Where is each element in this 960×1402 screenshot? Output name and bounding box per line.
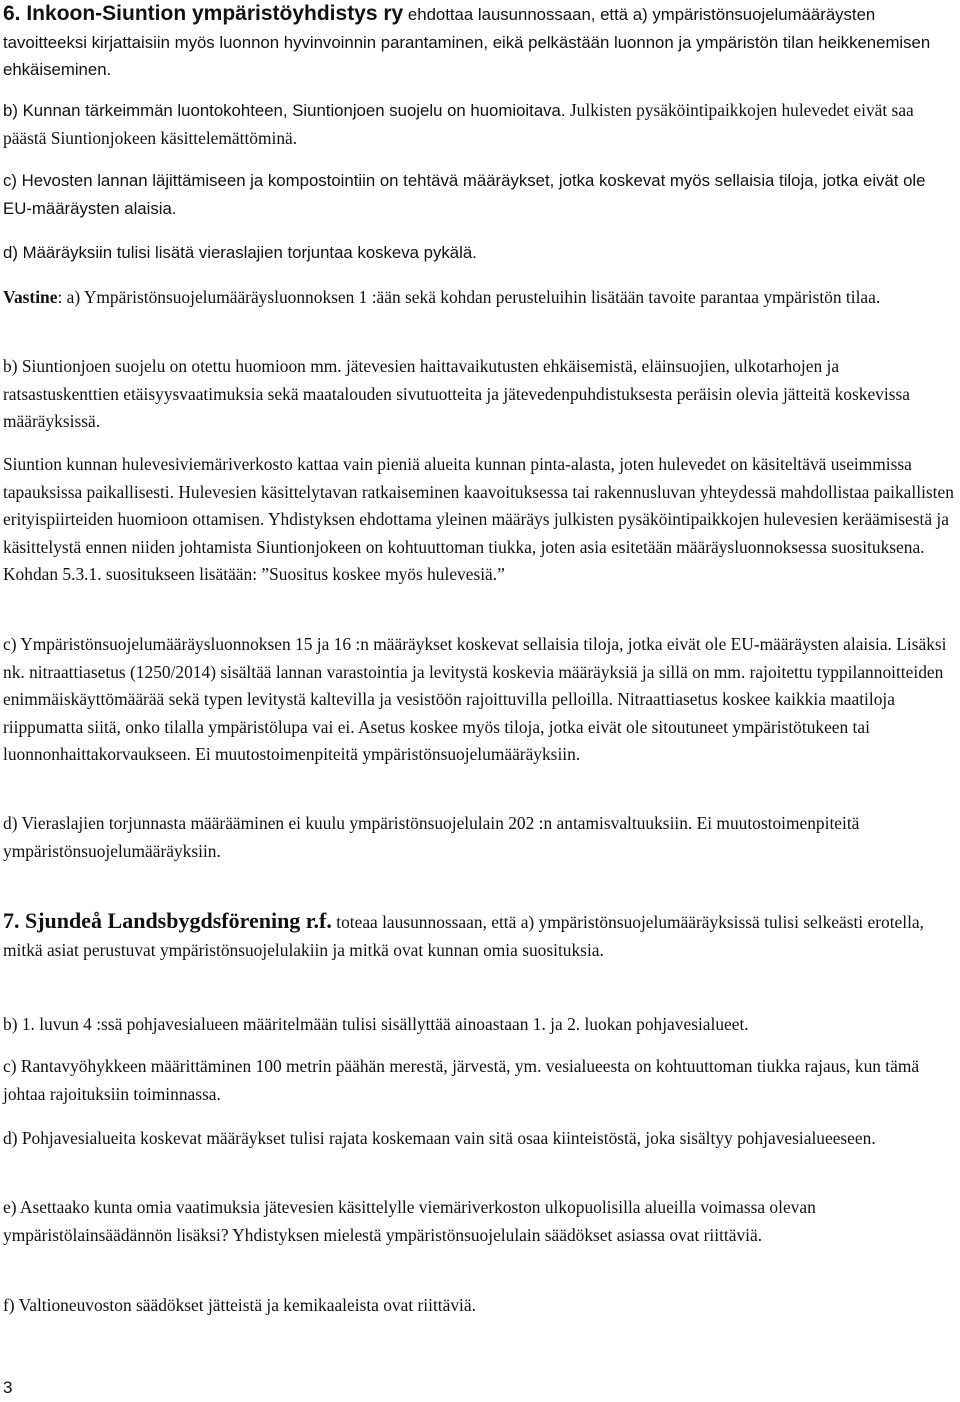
section7-b: b) 1. luvun 4 :ssä pohjavesialueen määritelmään tulisi sisällyttää ainoastaan 1. ja 2. luokan pohjavesialueet. xyxy=(3,1014,749,1034)
section7-e: e) Asettaako kunta omia vaatimuksia jätevesien käsittelylle viemäriverkoston ulkopuolisilla alueilla voimassa olevan ympäristölainsäädännön lisäksi? Yhdistyksen mielestä ympäristönsuojelulain säädökset asiassa ovat riittäviä. xyxy=(3,1197,816,1245)
section6-intro-paragraph xyxy=(3,0,955,84)
section6-b-serif: Julkisten pysäköintipaikkojen hulevedet eivät saa päästä Siuntionjokeen käsittelemättöminä. xyxy=(3,100,914,148)
section6-b-paragraph xyxy=(3,97,955,152)
vastine-a: : a) Ympäristönsuojelumääräysluonnoksen 1 :ään sekä kohdan perusteluihin lisätään tavoite parantaa ympäristön tilaa. xyxy=(57,287,881,307)
section6-c: c) Hevosten lannan läjittämiseen ja kompostointiin on tehtävä määräykset, jotka koskevat myös sellaisia tiloja, jotka eivät ole EU-määräysten alaisia. xyxy=(3,171,926,218)
vastine-b: b) Siuntionjoen suojelu on otettu huomioon mm. jätevesien haittavaikutusten ehkäisemistä, eläinsuojien, ulkotarhojen ja ratsastuskenttien etäisyysvaatimuksia sekä maatalouden sivutuotteita ja jätevedenpuhdistuksesta peräisin olevia jätteitä koskevissa määräyksissä. xyxy=(3,356,910,432)
siuntio-stormwater-paragraph: Siuntion kunnan hulevesiviemäriverkosto kattaa vain pieniä alueita kunnan pinta-alasta, joten hulevedet on käsiteltävä useimmissa tapauksissa paikallisesti. Hulevesien käsittelytavan ratkaiseminen kaavoituksessa tai rakennusluvan yhteydessä mahdollistaa paikallisten erityispiirteiden huomioon ottamisen. Yhdistyksen ehdottama yleinen määräys julkisten pysäköintipaikkojen hulevesien keräämisestä ja käsittelystä ennen niiden johtamista Siuntionjokeen on kohtuuttoman tiukka, joten asia esitetään määräysluonnoksessa suosituksena. Kohdan 5.3.1. suositukseen lisätään: ”Suositus koskee myös hulevesiä.” xyxy=(3,454,954,585)
section7-d: d) Pohjavesialueita koskevat määräykset tulisi rajata koskemaan vain sitä osaa kiinteistöstä, joka sisältyy pohjavesialueeseen. xyxy=(3,1128,876,1148)
section6-intro: ehdottaa lausunnossaan, että a) ympäristönsuojelumääräysten tavoitteeksi kirjattaisiin myös luonnon hyvinvoinnin parantaminen, eikä pelkästään luonnon ja ympäristön tilan heikkenemisen ehkäiseminen. xyxy=(3,5,931,80)
section6-d: d) Määräyksiin tulisi lisätä vieraslajien torjuntaa koskeva pykälä. xyxy=(3,243,477,262)
section6-b-sans: b) Kunnan tärkeimmän luontokohteen, Siuntionjoen suojelu on huomioitava. xyxy=(3,101,566,120)
vastine-a-paragraph xyxy=(3,284,955,312)
vastine-label: Vastine xyxy=(3,287,58,307)
section7-intro-paragraph xyxy=(3,907,955,964)
vastine-c: c) Ympäristönsuojelumääräysluonnoksen 15 ja 16 :n määräykset koskevat sellaisia tiloja, jotka eivät ole EU-määräysten alaisia. Lisäksi nk. nitraattiasetus (1250/2014) sisältää lannan varastointia ja levitystä koskevia määräyksiä ja sillä on mm. rajoitettu typpilannoitteiden enimmäiskäyttömäärää sekä typen levitystä kaltevilla ja vesistöön rajoittuvilla pelloilla. Nitraattiasetus koskee kaikkia maatiloja riippumatta siitä, onko tilalla ympäristölupa vai ei. Asetus koskee myös tiloja, jotka eivät ole sitoutuneet ympäristötukeen tai luonnonhaittakorvaukseen. Ei muutostoimenpiteitä ympäristönsuojelumääräyksiin. xyxy=(3,634,947,765)
section7-c: c) Rantavyöhykkeen määrittäminen 100 metrin päähän merestä, järvestä, ym. vesialueesta on kohtuuttoman tiukka rajaus, kun tämä johtaa rajoituksiin toiminnassa. xyxy=(3,1056,920,1104)
section6-heading: 6. Inkoon-Siuntion ympäristöyhdistys ry xyxy=(3,2,404,25)
section7-f: f) Valtioneuvoston säädökset jätteistä ja kemikaaleista ovat riittäviä. xyxy=(3,1295,476,1315)
section7-intro: toteaa lausunnossaan, että a) ympäristönsuojelumääräyksissä tulisi selkeästi erotella, mitkä asiat perustuvat ympäristönsuojelulakiin ja mitkä ovat kunnan omia suosituksia. xyxy=(3,912,924,960)
page-number: 3 xyxy=(3,1378,13,1397)
vastine-d: d) Vieraslajien torjunnasta määrääminen ei kuulu ympäristönsuojelulain 202 :n antamisvaltuuksiin. Ei muutostoimenpiteitä ympäristönsuojelumääräyksiin. xyxy=(3,813,860,861)
section7-heading: 7. Sjundeå Landsbygdsförening r.f. xyxy=(3,908,332,933)
